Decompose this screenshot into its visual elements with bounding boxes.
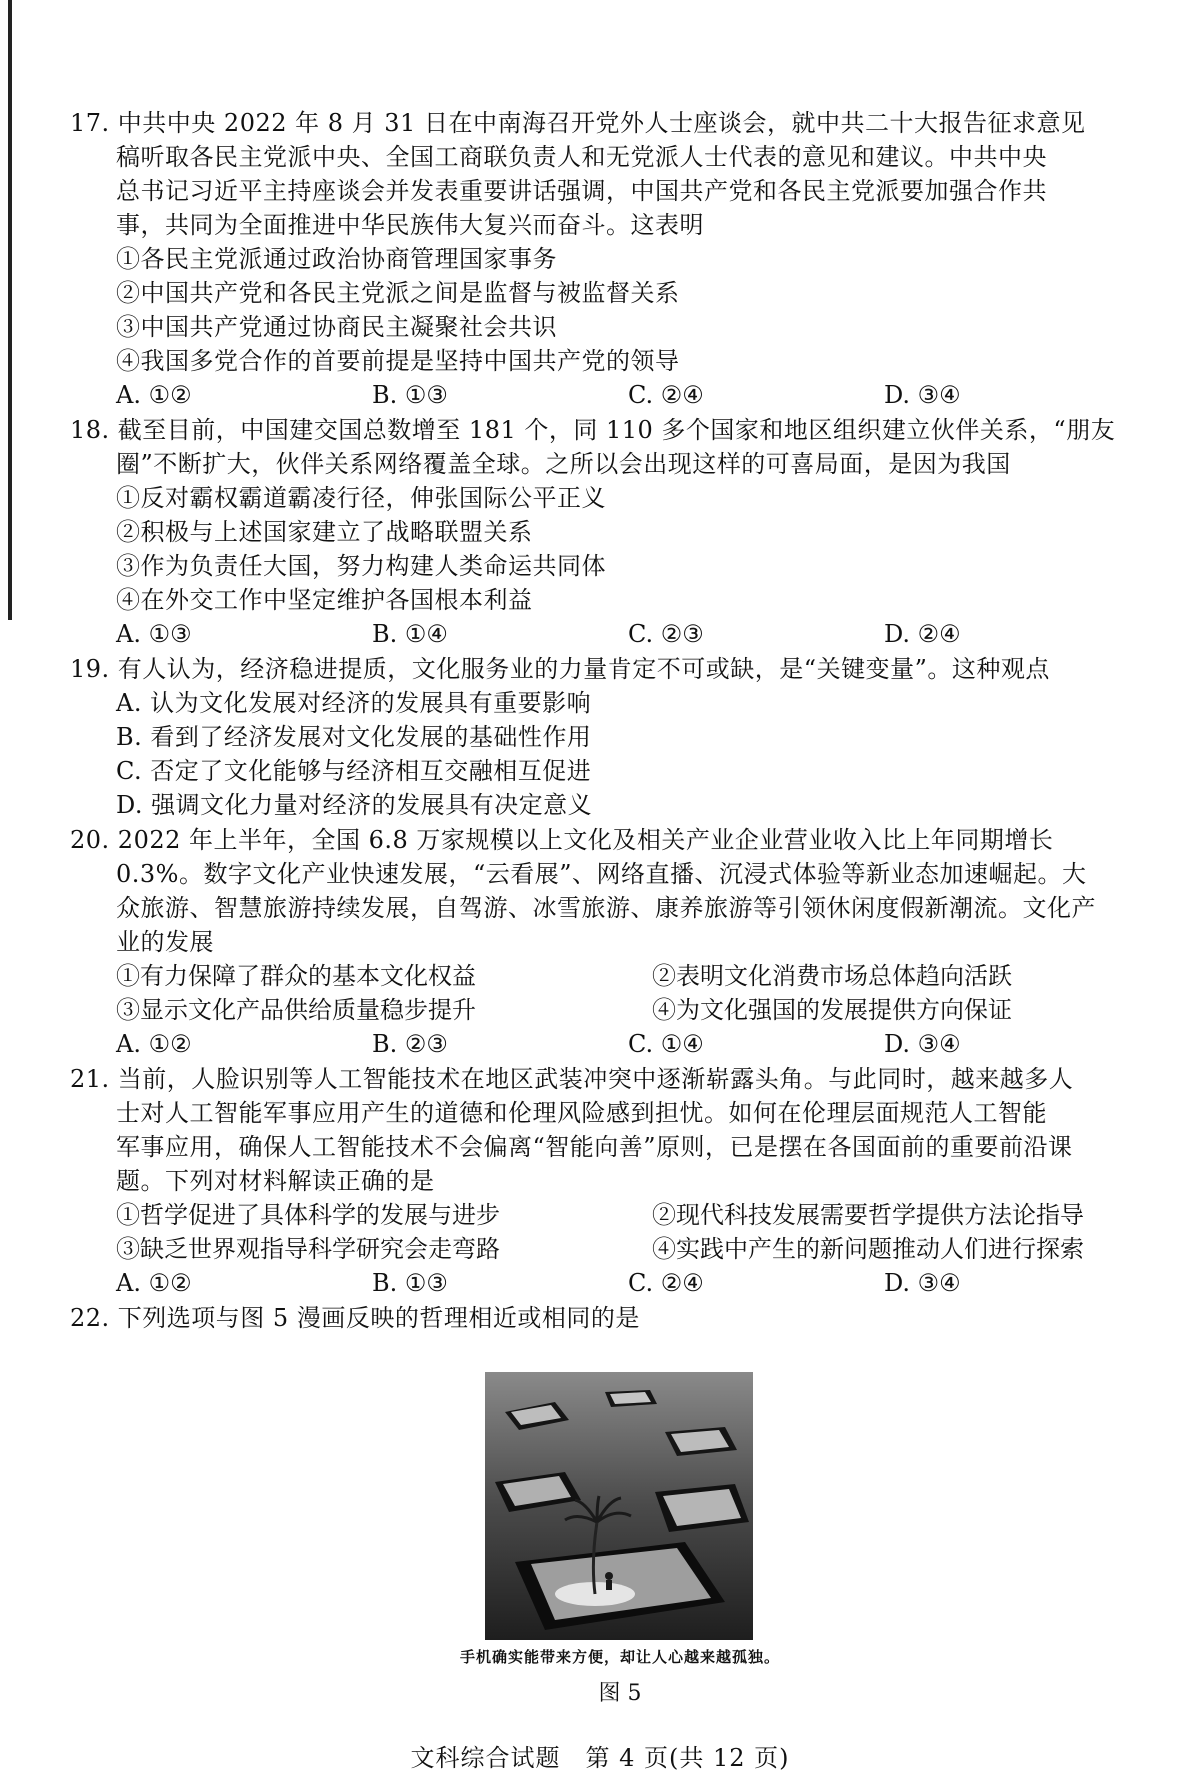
figure-label: 图 5 xyxy=(598,1681,642,1706)
option-b: B. ①③ xyxy=(372,1269,448,1297)
question-17-statement: ①各民主党派通过政治协商管理国家事务 xyxy=(116,245,557,273)
question-21-statement-row xyxy=(70,1198,1140,1232)
statement-3: ③显示文化产品供给质量稳步提升 xyxy=(116,996,476,1024)
option-a: A. ①② xyxy=(116,1030,192,1058)
question-17 xyxy=(70,106,1140,412)
question-17-statement: ③中国共产党通过协商民主凝聚社会共识 xyxy=(116,313,557,341)
statement-2: ②表明文化消费市场总体趋向活跃 xyxy=(652,962,1012,990)
exam-page xyxy=(70,106,1140,1336)
question-17-line: 总书记习近平主持座谈会并发表重要讲话强调，中国共产党和各民主党派要加强合作共 xyxy=(116,177,1047,205)
option-d: D. 强调文化力量对经济的发展具有决定意义 xyxy=(116,791,593,819)
question-17-line: 事，共同为全面推进中华民族伟大复兴而奋斗。这表明 xyxy=(116,211,704,239)
option-b: B. 看到了经济发展对文化发展的基础性作用 xyxy=(116,723,592,751)
statement-4: ④实践中产生的新问题推动人们进行探索 xyxy=(652,1235,1084,1263)
question-21-options xyxy=(70,1266,1140,1300)
question-17-statement: ④我国多党合作的首要前提是坚持中国共产党的领导 xyxy=(116,347,680,375)
statement-1: ①哲学促进了具体科学的发展与进步 xyxy=(116,1201,500,1229)
option-a: A. 认为文化发展对经济的发展具有重要影响 xyxy=(116,689,592,717)
option-a: A. ①③ xyxy=(116,620,192,648)
question-20-line: 0.3%。数字文化产业快速发展，“云看展”、网络直播、沉浸式体验等新业态加速崛起。大 xyxy=(116,860,1087,888)
question-21-line: 军事应用，确保人工智能技术不会偏离“智能向善”原则，已是摆在各国面前的重要前沿课 xyxy=(116,1133,1073,1161)
option-c: C. ②④ xyxy=(628,1269,704,1297)
question-20-statement-row xyxy=(70,993,1140,1027)
statement-2: ②现代科技发展需要哲学提供方法论指导 xyxy=(652,1201,1084,1229)
option-a: A. ①② xyxy=(116,381,192,409)
option-c: C. ①④ xyxy=(628,1030,704,1058)
option-b: B. ②③ xyxy=(372,1030,448,1058)
question-17-statement: ②中国共产党和各民主党派之间是监督与被监督关系 xyxy=(116,279,680,307)
question-21 xyxy=(70,1062,1140,1300)
option-b: B. ①③ xyxy=(372,381,448,409)
page-footer: 文科综合试题 第 4 页(共 12 页) xyxy=(410,1744,790,1772)
question-18-options xyxy=(70,617,1140,651)
person-icon xyxy=(605,1572,613,1590)
question-18-statement: ④在外交工作中坚定维护各国根本利益 xyxy=(116,586,533,614)
statement-1: ①有力保障了群众的基本文化权益 xyxy=(116,962,476,990)
option-c: C. ②④ xyxy=(628,381,704,409)
question-17-line: 17. 中共中央 2022 年 8 月 31 日在中南海召开党外人士座谈会，就中共二十大报告征求意见 xyxy=(70,109,1086,137)
option-c: C. 否定了文化能够与经济相互交融相互促进 xyxy=(116,757,592,785)
question-18-line: 18. 截至目前，中国建交国总数增至 181 个，同 110 多个国家和地区组织建立伙伴关系，“朋友 xyxy=(70,416,1116,444)
question-20-line: 业的发展 xyxy=(116,928,214,956)
question-22 xyxy=(70,1301,1140,1335)
question-18-statement: ③作为负责任大国，努力构建人类命运共同体 xyxy=(116,552,606,580)
option-d: D. ③④ xyxy=(884,1269,961,1297)
binding-line xyxy=(8,0,12,620)
cartoon-illustration xyxy=(485,1372,753,1640)
option-d: D. ③④ xyxy=(884,381,961,409)
phone-island xyxy=(605,1390,657,1407)
statement-4: ④为文化强国的发展提供方向保证 xyxy=(652,996,1012,1024)
question-18-line: 圈”不断扩大，伙伴关系网络覆盖全球。之所以会出现这样的可喜局面，是因为我国 xyxy=(116,450,1011,478)
question-17-line: 稿听取各民主党派中央、全国工商联负责人和无党派人士代表的意见和建议。中共中央 xyxy=(116,143,1047,171)
question-20-line: 众旅游、智慧旅游持续发展，自驾游、冰雪旅游、康养旅游等引领休闲度假新潮流。文化产 xyxy=(116,894,1096,922)
question-20 xyxy=(70,823,1140,1061)
question-19-line: 19. 有人认为，经济稳进提质，文化服务业的力量肯定不可或缺，是“关键变量”。这种观点 xyxy=(70,655,1050,683)
statement-3: ③缺乏世界观指导科学研究会走弯路 xyxy=(116,1235,500,1263)
question-20-line: 20. 2022 年上半年，全国 6.8 万家规模以上文化及相关产业企业营业收入比上年同期增长 xyxy=(70,826,1054,854)
figure-caption: 手机确实能带来方便，却让人心越来越孤独。 xyxy=(459,1648,780,1666)
question-18-statement: ①反对霸权霸道霸凌行径，伸张国际公平正义 xyxy=(116,484,606,512)
question-22-line: 22. 下列选项与图 5 漫画反映的哲理相近或相同的是 xyxy=(70,1304,640,1332)
question-18 xyxy=(70,413,1140,651)
question-17-options xyxy=(70,378,1140,412)
question-21-line: 士对人工智能军事应用产生的道德和伦理风险感到担忧。如何在伦理层面规范人工智能 xyxy=(116,1099,1047,1127)
option-d: D. ②④ xyxy=(884,620,961,648)
question-19 xyxy=(70,652,1140,822)
option-a: A. ①② xyxy=(116,1269,192,1297)
question-21-statement-row xyxy=(70,1232,1140,1266)
question-18-statement: ②积极与上述国家建立了战略联盟关系 xyxy=(116,518,533,546)
question-21-line: 21. 当前，人脸识别等人工智能技术在地区武装冲突中逐渐崭露头角。与此同时，越来越多人 xyxy=(70,1065,1074,1093)
option-d: D. ③④ xyxy=(884,1030,961,1058)
cartoon-figure xyxy=(485,1372,753,1640)
option-c: C. ②③ xyxy=(628,620,704,648)
question-20-options xyxy=(70,1027,1140,1061)
question-20-statement-row xyxy=(70,959,1140,993)
question-21-line: 题。下列对材料解读正确的是 xyxy=(116,1167,435,1195)
option-b: B. ①④ xyxy=(372,620,448,648)
